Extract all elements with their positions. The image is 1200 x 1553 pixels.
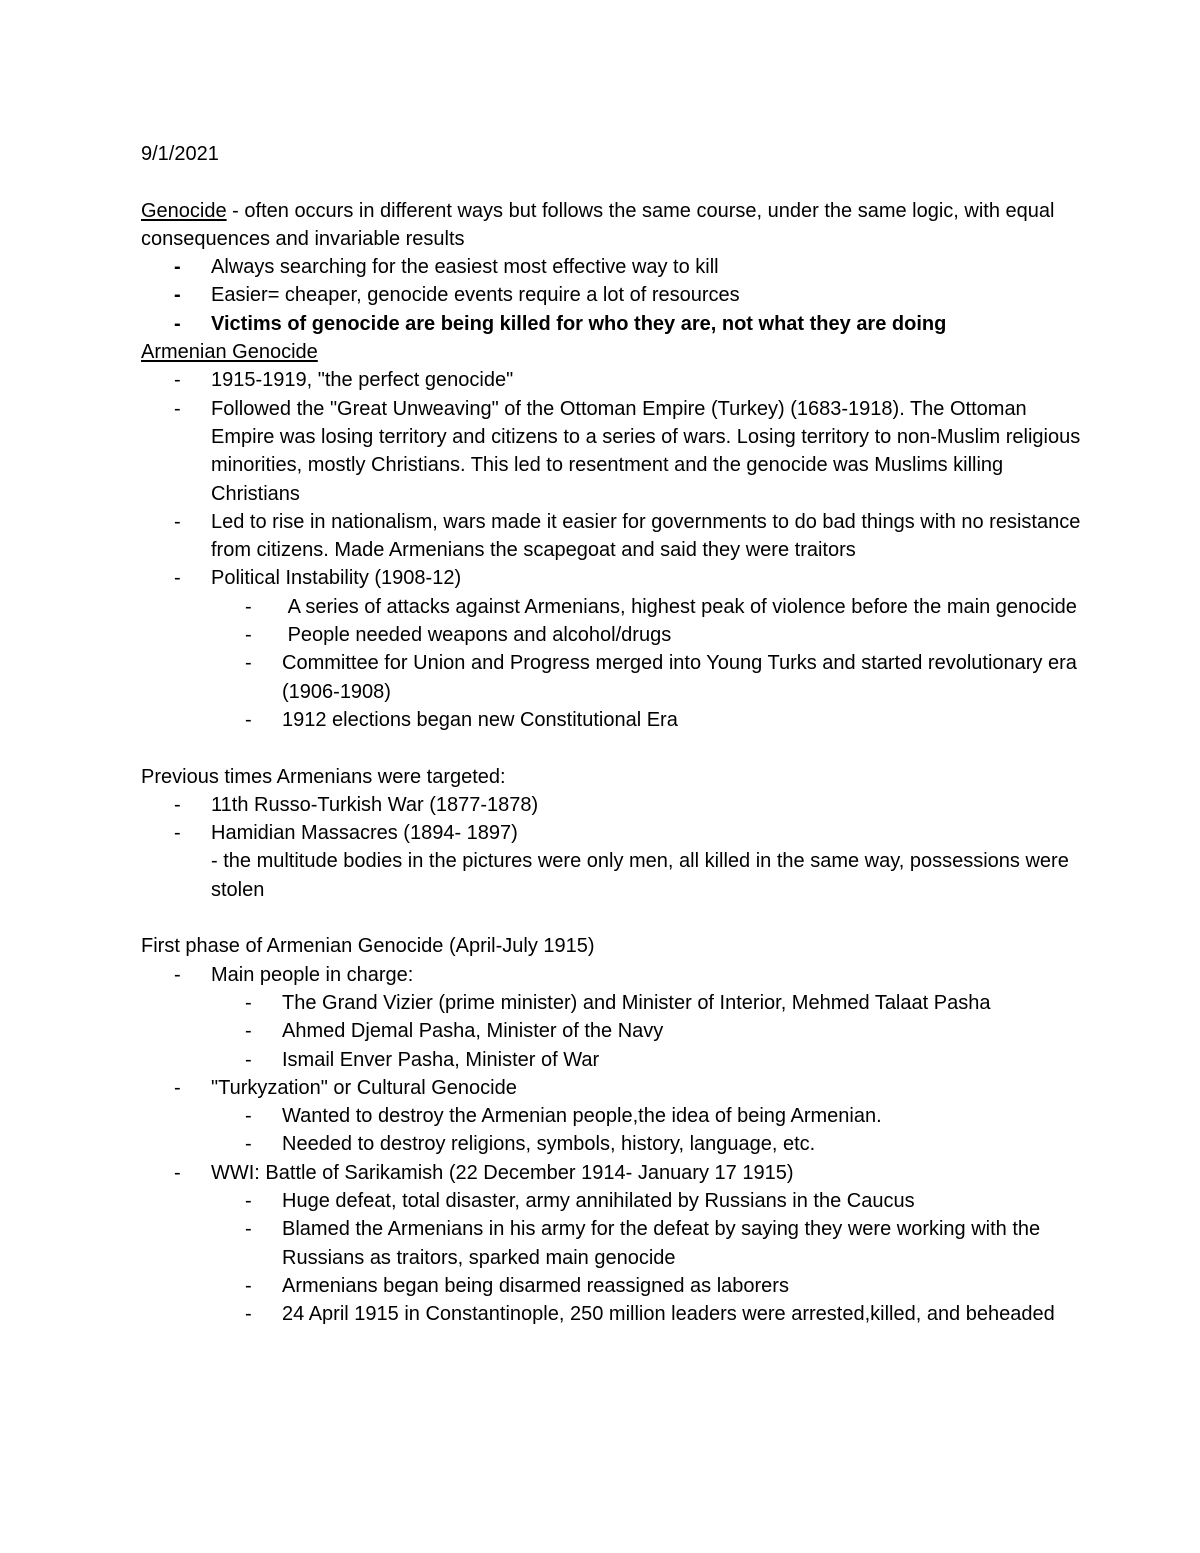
sub-list-item: - 1912 elections began new Constitutional Era [245, 708, 678, 731]
sub-list-item: - Wanted to destroy the Armenian people,the idea of being Armenian. [245, 1105, 882, 1128]
genocide-definition-text: - often occurs in different ways but follows the same course, under the same logic, with equal consequences and invariable results [141, 199, 1055, 250]
first-phase-list [141, 961, 1081, 1329]
sub-list-item: - 24 April 1915 in Constantinople, 250 million leaders were arrested,killed, and beheaded [245, 1303, 1055, 1326]
previous-targeted-list [141, 791, 1081, 848]
sub-list-item: - A series of attacks against Armenians, highest peak of violence before the main genocide [245, 595, 1077, 618]
list-item: - 11th Russo-Turkish War (1877-1878) [174, 793, 539, 816]
sub-list-item: - Ahmed Djemal Pasha, Minister of the Navy [245, 1020, 664, 1043]
sub-list-item: - Huge defeat, total disaster, army annihilated by Russians in the Caucus [245, 1189, 915, 1212]
notes-body [141, 140, 1081, 1328]
sub-list-item: - Ismail Enver Pasha, Minister of War [245, 1048, 600, 1071]
armenian-genocide-list [141, 366, 1081, 734]
hamidian-note: - the multitude bodies in the pictures were only men, all killed in the same way, possessions were stolen [211, 850, 1069, 901]
armenian-genocide-heading: Armenian Genocide [141, 341, 318, 364]
list-item: - "Turkyzation" or Cultural Genocide [174, 1076, 517, 1099]
note-date: 9/1/2021 [141, 143, 219, 165]
list-item-bold: - Victims of genocide are being killed for who they are, not what they are doing [174, 312, 947, 335]
first-phase-heading: First phase of Armenian Genocide (April-July 1915) [141, 935, 595, 958]
genocide-definition [141, 197, 1081, 254]
sub-list-item: - Armenians began being disarmed reassigned as laborers [245, 1274, 789, 1297]
sub-list-item: - Committee for Union and Progress merged into Young Turks and started revolutionary era (1906-1908) [245, 652, 1077, 703]
sub-list-item: - People needed weapons and alcohol/drugs [245, 624, 672, 647]
list-item: - WWI: Battle of Sarikamish (22 December 1914- January 17 1915) [174, 1161, 794, 1184]
list-item: - Led to rise in nationalism, wars made it easier for governments to do bad things with no resistance from citizens. Made Armenians the scapegoat and said they were traitors [174, 510, 1081, 562]
list-item: - Political Instability (1908-12) [174, 567, 462, 590]
list-item: - Easier= cheaper, genocide events require a lot of resources [174, 284, 740, 307]
sub-list-item: - Blamed the Armenians in his army for the defeat by saying they were working with the Russians as traitors, sparked main genocide [245, 1218, 1041, 1269]
list-item: - Hamidian Massacres (1894- 1897) [174, 822, 518, 845]
sub-list-item: - Needed to destroy religions, symbols, history, language, etc. [245, 1133, 816, 1156]
list-item: - Followed the "Great Unweaving" of the Ottoman Empire (Turkey) (1683-1918). The Ottoman Empire was losing territory and citizens to a series of wars. Losing territory to non-Muslim religious minorities, mostly Christians. This led to resentment and the genocide was Muslims killing Christians [174, 397, 1081, 505]
genocide-term: Genocide [141, 199, 227, 222]
list-item: - Main people in charge: [174, 963, 414, 986]
list-item: - 1915-1919, "the perfect genocide" [174, 369, 514, 392]
list-item: - Always searching for the easiest most effective way to kill [174, 256, 719, 279]
previous-targeted-heading: Previous times Armenians were targeted: [141, 765, 506, 788]
genocide-bullets [141, 253, 1081, 338]
sub-list-item: - The Grand Vizier (prime minister) and Minister of Interior, Mehmed Talaat Pasha [245, 991, 991, 1014]
